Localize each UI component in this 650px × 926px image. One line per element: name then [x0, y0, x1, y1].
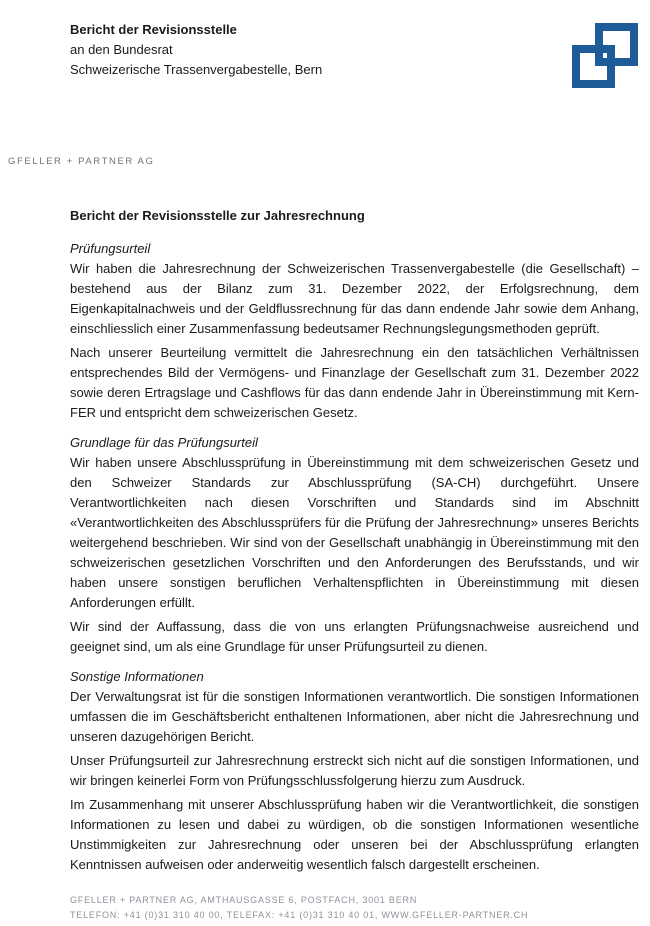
recipient-block [70, 20, 322, 80]
paragraph: Wir haben die Jahresrechnung der Schweizerischen Trassenvergabestelle (die Gesellschaft) – bestehend aus der Bilanz zum 31. Dezember 2022, der Erfolgsrechnung, dem Eigenkapitalnachweis und der Geldflussrechnung für das dann endende Jahr sowie dem Anhang, einschliesslich einer Zusammenfassung bedeutsamer Rechnungslegungsmethoden geprüft. [70, 261, 639, 336]
section-heading-grundlage: Grundlage für das Prüfungsurteil [70, 435, 258, 450]
section-heading-sonstige-informationen: Sonstige Informationen [70, 669, 204, 684]
section-heading-pruefungsurteil: Prüfungsurteil [70, 241, 151, 256]
footer-address-line: GFELLER + PARTNER AG, AMTHAUSGASSE 6, POSTFACH, 3001 BERN [70, 895, 418, 905]
footer-contact-line: TELEFON: +41 (0)31 310 40 00, TELEFAX: +41 (0)31 310 40 01, WWW.GFELLER-PARTNER.CH [70, 910, 529, 920]
recipient-line-company: Schweizerische Trassenvergabestelle, Bern [70, 62, 323, 77]
company-logo-icon [572, 23, 638, 88]
document-title: Bericht der Revisionsstelle zur Jahresrechnung [70, 208, 365, 223]
paragraph: Nach unserer Beurteilung vermittelt die Jahresrechnung ein den tatsächlichen Verhältnissen entsprechendes Bild der Vermögens- und Finanzlage der Gesellschaft zum 31. Dezember 2022 sowie deren Ertragslage und Cashflows für das dann endende Jahr in Übereinstimmung mit Kern-FER und entspricht dem schweizerischen Gesetz. [70, 345, 639, 420]
paragraph: Im Zusammenhang mit unserer Abschlussprüfung haben wir die Verantwortlichkeit, die sonstigen Informationen zu lesen und dabei zu würdigen, ob die sonstigen Informationen wesentliche Unstimmigkeiten zur Jahresrechnung oder unseren bei der Abschlussprüfung erlangten Kenntnissen aufweisen oder anderweitig wesentlich falsch dargestellt erscheinen. [70, 797, 639, 872]
logo-square-right-icon [595, 23, 638, 66]
page-footer [70, 893, 528, 923]
paragraph: Wir haben unsere Abschlussprüfung in Übereinstimmung mit dem schweizerischen Gesetz und den Schweizer Standards zur Abschlussprüfung (SA-CH) durchgeführt. Unsere Verantwortlichkeiten nach diesen Vorschriften und Standards sind im Abschnitt «Verantwortlichkeiten des Abschlussprüfers für die Prüfung der Jahresrechnung» unseres Berichts weitergehend beschrieben. Wir sind von der Gesellschaft unabhängig in Übereinstimmung mit den schweizerischen gesetzlichen Vorschriften und den Anforderungen des Berufsstands, und wir haben unsere sonstigen beruflichen Verhaltenspflichten in Übereinstimmung mit diesen Anforderungen erfüllt. [70, 455, 639, 610]
report-body [70, 206, 639, 879]
report-kind-title: Bericht der Revisionsstelle [70, 22, 237, 37]
paragraph: Der Verwaltungsrat ist für die sonstigen Informationen verantwortlich. Die sonstigen Informationen umfassen die im Geschäftsbericht enthaltenen Informationen, aber nicht die Jahresrechnung und unseren dazugehörigen Bericht. [70, 689, 639, 744]
brand-wordmark: GFELLER + PARTNER AG [8, 156, 155, 167]
paragraph: Wir sind der Auffassung, dass die von uns erlangten Prüfungsnachweise ausreichend und geeignet sind, um als eine Grundlage für unser Prüfungsurteil zu dienen. [70, 619, 639, 654]
recipient-line-bundesrat: an den Bundesrat [70, 42, 173, 57]
paragraph: Unser Prüfungsurteil zur Jahresrechnung erstreckt sich nicht auf die sonstigen Informationen, und wir bringen keinerlei Form von Prüfungsschlussfolgerung hierzu zum Ausdruck. [70, 753, 639, 788]
